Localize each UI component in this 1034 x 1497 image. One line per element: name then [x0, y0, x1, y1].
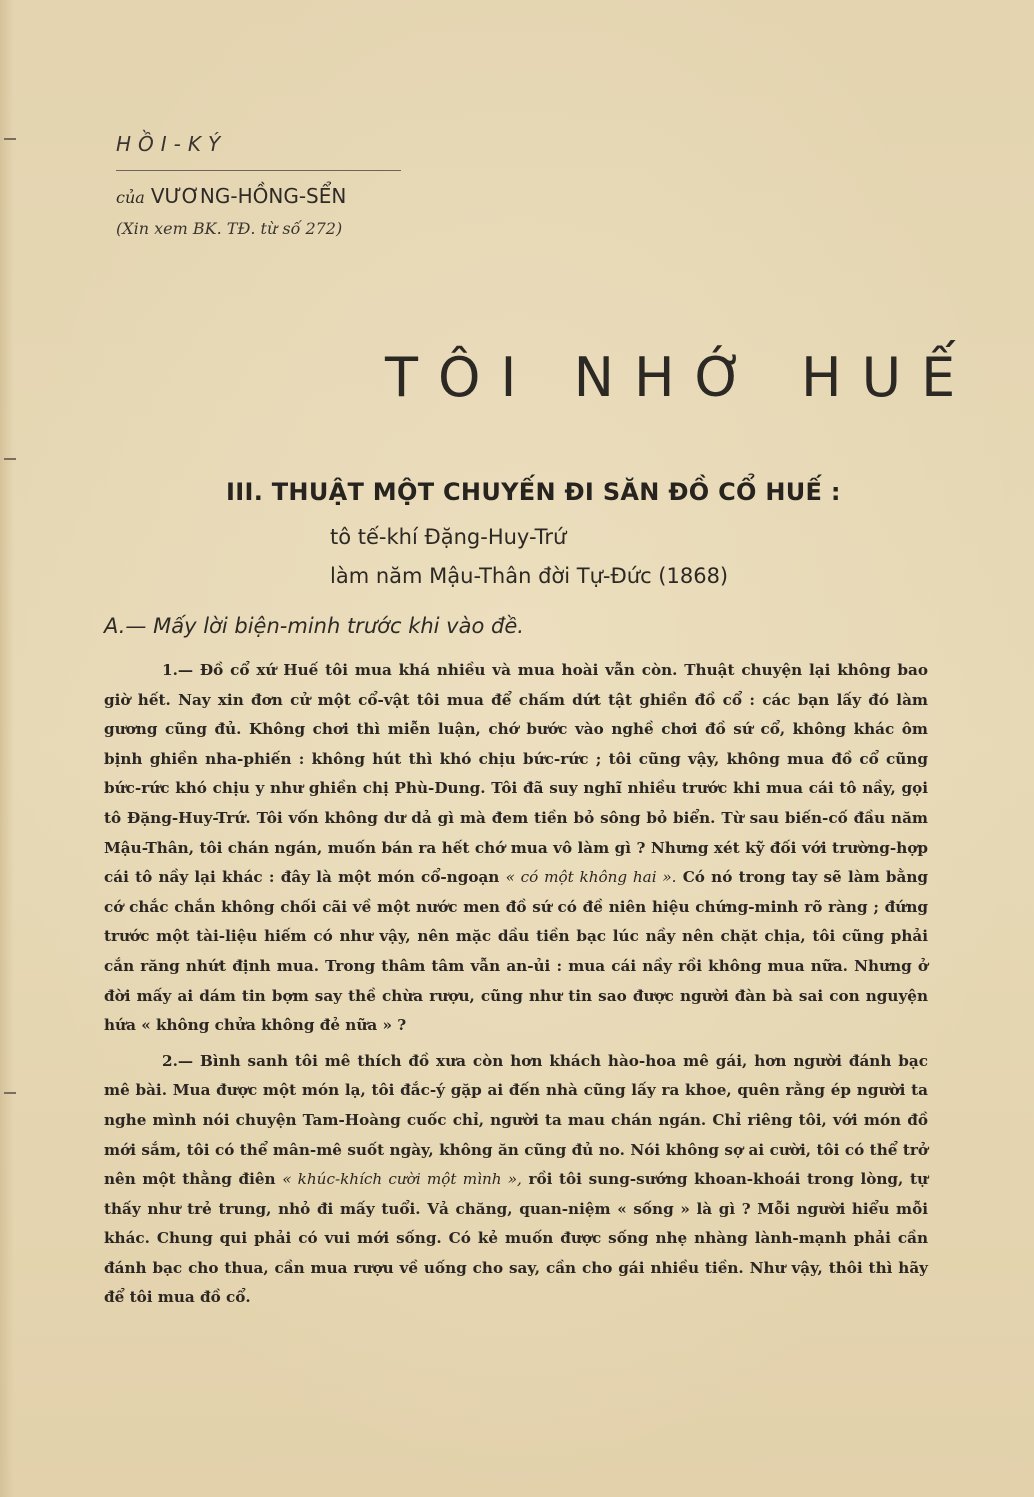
section-subtitle-line-2: làm năm Mậu-Thân đời Tự-Đức (1868) [330, 564, 729, 588]
paragraph-2-quote: « khúc-khích cười một mình », [282, 1170, 522, 1189]
page-edge-mark [4, 458, 16, 460]
section-subtitle-line-1: tô tế-khí Đặng-Huy-Trứ [330, 525, 567, 549]
paragraph-2 [104, 1047, 928, 1313]
author-line [116, 184, 346, 208]
article-body [104, 656, 928, 1313]
header-divider [116, 170, 401, 171]
paragraph-2-text-cont: rồi tôi sung-sướng khoan-khoái trong lòng, tự thấy như trẻ trung, nhỏ đi mấy tuổi. Vả chăng, quan-niệm « sống » là gì ? Mỗi người hiểu mỗi khác. Chung qui phải có vui mới sống. Có kẻ muốn được sống nhẹ nhàng lành-mạnh phải cần đánh bạc cho thua, cần mua rượu về uống cho say, cần cho gái nhiều tiền. Như vậy, thôi thì hãy để tôi mua đồ cổ. [104, 1170, 929, 1307]
author-prefix: của [116, 188, 145, 207]
paragraph-1-text: 1.— Đồ cổ xứ Huế tôi mua khá nhiều và mua hoài vẫn còn. Thuật chuyện lại không bao giờ hết. Nay xin đơn cử một cổ-vật tôi mua để chấm dứt tật ghiền đồ cổ : các bạn lấy đó làm gương cũng đủ. Không chơi thì miễn luận, chớ bước vào nghề chơi đồ sứ cổ, không khác ôm bịnh ghiền nha-phiến : không hút thì khó chịu bức-rức ; tôi cũng vậy, không mua đồ cổ cũng bức-rức khó chịu y như ghiền chị Phù-Dung. Tôi đã suy nghĩ nhiều trước khi mua cái tô nầy, gọi tô Đặng-Huy-Trứ. Tôi vốn không dư dả gì mà đem tiền bỏ sông bỏ biển. Từ sau biến-cố đầu năm Mậu-Thân, tôi chán ngán, muốn bán ra hết chớ mua vô làm gì ? Nhưng xét kỹ đối với trường-hợp cái tô nầy lại khác : đây là một món cổ-ngoạn [104, 661, 928, 887]
author-name: VƯƠNG-HỒNG-SỂN [150, 184, 347, 208]
series-label: HỒI-KÝ [116, 132, 228, 156]
section-heading: III. THUẬT MỘT CHUYẾN ĐI SĂN ĐỒ CỔ HUẾ : [226, 478, 841, 506]
subsection-title: A.— Mấy lời biện-minh trước khi vào đề. [104, 614, 524, 638]
paragraph-1 [104, 656, 928, 1041]
reference-note: (Xin xem BK. TĐ. từ số 272) [116, 219, 343, 238]
article-title: TÔI NHỚ HUẾ [385, 346, 976, 409]
page-edge-shadow [0, 0, 14, 1497]
page-edge-mark [4, 138, 16, 140]
page-edge-mark [4, 1092, 16, 1094]
paragraph-1-quote: « có một không hai ». [505, 868, 677, 887]
paragraph-2-text: 2.— Bình sanh tôi mê thích đồ xưa còn hơn khách hào-hoa mê gái, hơn người đánh bạc mê bài. Mua được một món lạ, tôi đắc-ý gặp ai đến nhà cũng lấy ra khoe, quên rằng ép người ta nghe mình nói chuyện Tam-Hoàng cuốc chỉ, người ta mau chán ngán. Chỉ riêng tôi, với món đồ mới sắm, tôi có thể mân-mê suốt ngày, không ăn cũng đủ no. Nói không sợ ai cười, tôi có thể trở nên một thằng điên [104, 1051, 928, 1189]
paragraph-1-text-cont: Có nó trong tay sẽ làm bằng cớ chắc chắn không chối cãi về một nước men đồ sứ có đề niên hiệu chứng-minh rõ ràng ; đứng trước một tài-liệu hiếm có như vậy, nên mặc dầu tiền bạc lúc nầy nên chặt chịa, tôi cũng phải cắn răng nhứt định mua. Trong thâm tâm vẫn an-ủi : mua cái nầy rồi không mua nữa. Nhưng ở đời mấy ai dám tin bợm say thề chừa rượu, cũng như tin sao được người đàn bà sai con nguyện hứa « không chửa không đẻ nữa » ? [104, 868, 928, 1035]
